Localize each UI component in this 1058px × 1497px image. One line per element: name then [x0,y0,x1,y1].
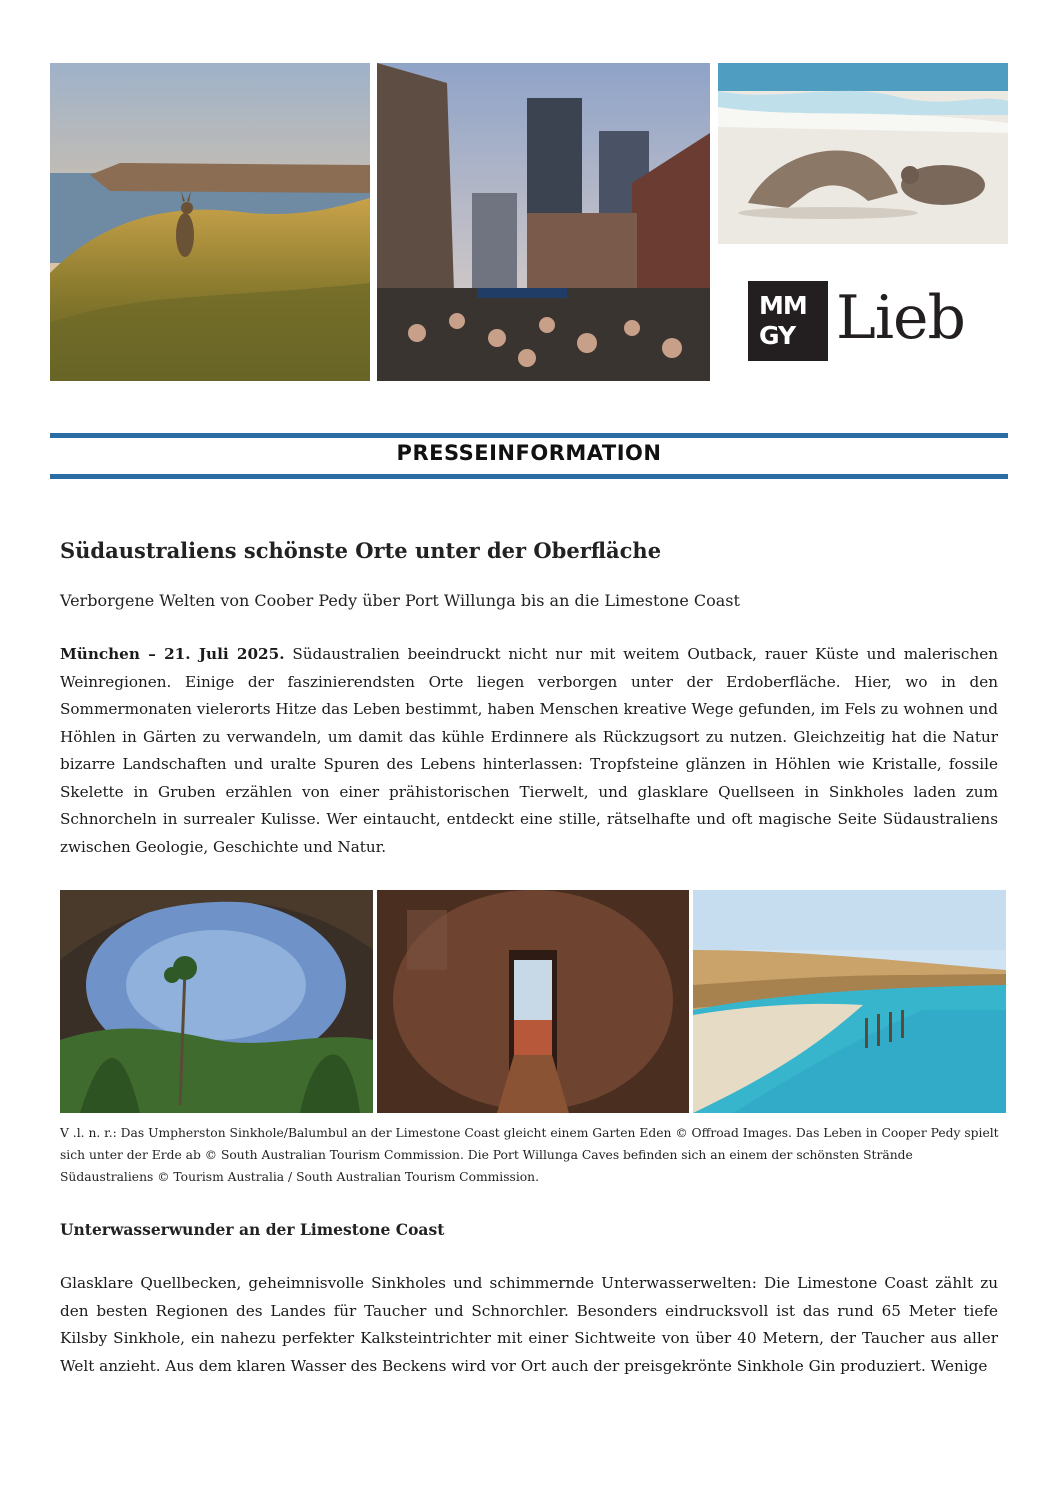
banner-bottom-rule [50,474,1008,479]
photo-umpherston-sinkhole [60,890,373,1113]
headline: Südaustraliens schönste Orte unter der Oberfläche [60,538,662,563]
logo-wordmark: Lieb [836,283,965,353]
photo-port-willunga-beach [693,890,1006,1113]
logo-mark [748,281,828,361]
logo-mark-line2: GY [759,321,796,350]
photo-city-street [377,63,710,381]
photo-kangaroo-coast [50,63,370,381]
banner-top-rule [50,433,1008,438]
intro-text: Südaustralien beeindruckt nicht nur mit weitem Outback, rauer Küste und malerischen Weinregionen. Einige der faszinierendsten Orte liegen verborgen unter der Erdoberfläche. Hier, wo in den Sommermonaten vielerorts Hitze das Leben bestimmt, haben Menschen kreative Wege gefunden, im Fels zu wohnen und Höhlen in Gärten zu verwandeln, um damit das kühle Erdinnere als Rückzugsort zu nutzen. Gleichzeitig hat die Natur bizarre Landschaften und uralte Spuren des Lebens hinterlassen: Tropfsteine glänzen in Höhlen wie Kristalle, fossile Skelette in Gruben erzählen von einer prähistorischen Tierwelt, und glasklare Quellseen in Sinkholes laden zum Schnorcheln in surrealer Kulisse. Wer eintaucht, entdeckt eine stille, rätselhafte und oft magische Seite Südaustraliens zwischen Geologie, Geschichte und Natur. [60,645,998,856]
photo-coober-pedy-doorway [377,890,689,1113]
dateline: München – 21. Juli 2025. [60,645,285,663]
section-title: Unterwasserwunder an der Limestone Coast [60,1220,445,1239]
press-info-title: PRESSEINFORMATION [396,441,662,465]
intro-paragraph [60,641,998,861]
photo-sea-lions-beach [718,63,1008,244]
section-paragraph: Glasklare Quellbecken, geheimnisvolle Sinkholes und schimmernde Unterwasserwelten: Die Limestone Coast zählt zu den besten Regionen des Landes für Taucher und Schnorchler. Besonders eindrucksvoll ist das rund 65 Meter tiefe Kilsby Sinkhole, ein nahezu perfekter Kalksteintrichter mit einer Sichtweite von über 40 Metern, der Taucher aus aller Welt anzieht. Aus dem klaren Wasser des Beckens wird vor Ort auch der preisgekrönte Sinkhole Gin produziert. Wenige [60,1274,998,1375]
photo-caption: V .l. n. r.: Das Umpherston Sinkhole/Balumbul an der Limestone Coast gleicht einem Garten Eden © Offroad Images. Das Leben in Cooper Pedy spielt sich unter der Erde ab © South Australian Tourism Commission. Die Port Willunga Caves befinden sich an einem der schönsten Strände Südaustraliens © Tourism Australia / South Australian Tourism Commission. [60,1126,999,1184]
logo-mark-line1: MM [759,291,807,320]
subheadline: Verborgene Welten von Coober Pedy über Port Willunga bis an die Limestone Coast [60,591,740,610]
mmgy-lieb-logo [748,281,988,361]
